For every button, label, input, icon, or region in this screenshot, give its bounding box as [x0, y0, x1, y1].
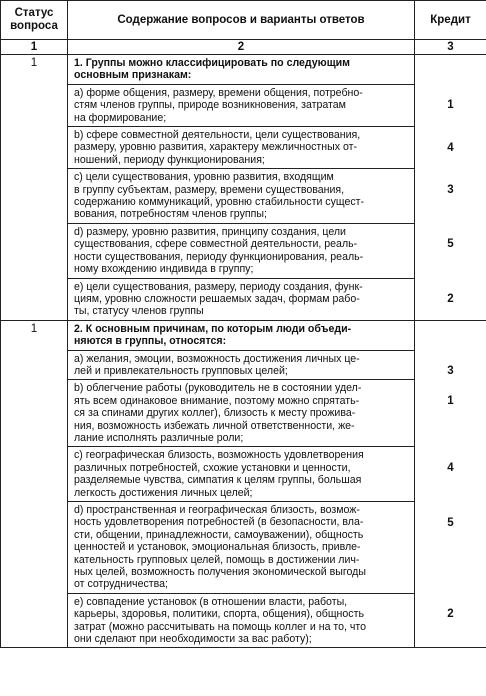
- header-credit: Кредит: [415, 1, 486, 40]
- answer-credit: 5: [447, 238, 454, 251]
- question-content: [68, 55, 415, 321]
- answer-option: e) совпадение установок (в отношении власти, работы, карьеры, здоровья, политики, спорта, общения), общность затрат (можно рассчитывать на помощь коллег и на то, что они сделают при необходимости за вас работу);: [74, 595, 367, 646]
- answer-credit: 4: [447, 461, 454, 474]
- question-status: 1: [1, 320, 68, 648]
- question-row: [1, 55, 486, 321]
- answer-credit: 1: [447, 394, 454, 407]
- question-title: 1. Группы можно классифицировать по следующим основным признакам:: [68, 55, 414, 85]
- answer-credit: 5: [447, 516, 454, 529]
- answer-credit: 1: [447, 99, 454, 112]
- header-content: Содержание вопросов и варианты ответов: [68, 1, 415, 40]
- answer-credit: 3: [447, 183, 454, 196]
- answer-option: а) желания, эмоции, возможность достижения личных це- лей и привлекательность групповых целей;: [68, 351, 414, 381]
- header-status: Статус вопроса: [1, 1, 68, 40]
- answer-option: а) форме общения, размеру, времени общения, потребно- стям членов группы, природе возникновения, затратам на формирование;: [68, 85, 414, 127]
- answer-option: d) пространственная и географическая близость, возмож- ность удовлетворения потребностей (в безопасности, вла- сти, общении, принадлежности, самоуважении), общность ценностей и установок, эмоциональная близость, привле- кательность групповых целей, помощь в достижении лич- ных целей, возможность получения экономической выгоды от сотрудничества;: [68, 502, 414, 594]
- answer-option: d) размеру, уровню развития, принципу создания, цели существования, сфере совместной деятельности, реаль- ности существования, периоду функционирования, реаль- ному вхождению индивида в группу;: [68, 224, 414, 279]
- column-number: 3: [415, 40, 486, 55]
- answer-credit: 4: [447, 141, 454, 154]
- answer-credit: 2: [447, 293, 454, 305]
- header-row: [1, 1, 486, 40]
- answer-option: c) цели существования, уровню развития, входящим в группу субъектам, размеру, времени существования, содержанию коммуникаций, уровню стабильности сущест- вования, потребностям членов группы;: [68, 169, 414, 224]
- answer-option: c) географическая близость, возможность удовлетворения различных потребностей, схожие установки и ценности, разделяемые чувства, симпатия к целям группы, большая легкость достижения личных целей;: [68, 447, 414, 502]
- answer-option: b) сфере совместной деятельности, цели существования, размеру, уровню развития, характеру межличностных от- ношений, периоду функционирования;: [68, 127, 414, 169]
- column-number: 1: [1, 40, 68, 55]
- answer-credit: 2: [447, 608, 454, 621]
- answer-option: b) облегчение работы (руководитель не в состоянии удел- ять всем одинаковое внимание, поэтому можно спрятать- ся за спинами других коллег), близость к месту прожива- ния, возможность избежать личной ответственности, же- лание исполнять различные роли;: [68, 380, 414, 447]
- question-content: [68, 320, 415, 648]
- question-status: 1: [1, 55, 68, 321]
- answer-option: e) цели существования, размеру, периоду создания, функ- циям, уровню сложности решаемых задач, формам рабо- ты, статусу членов группы: [74, 280, 363, 318]
- question-row: [1, 320, 486, 648]
- column-number-row: [1, 40, 486, 55]
- credit-column: [415, 55, 486, 321]
- question-title: 2. К основным причинам, по которым люди объеди- няются в группы, относятся:: [68, 321, 414, 351]
- column-number: 2: [68, 40, 415, 55]
- answer-credit: 3: [447, 365, 454, 378]
- credit-column: [415, 320, 486, 648]
